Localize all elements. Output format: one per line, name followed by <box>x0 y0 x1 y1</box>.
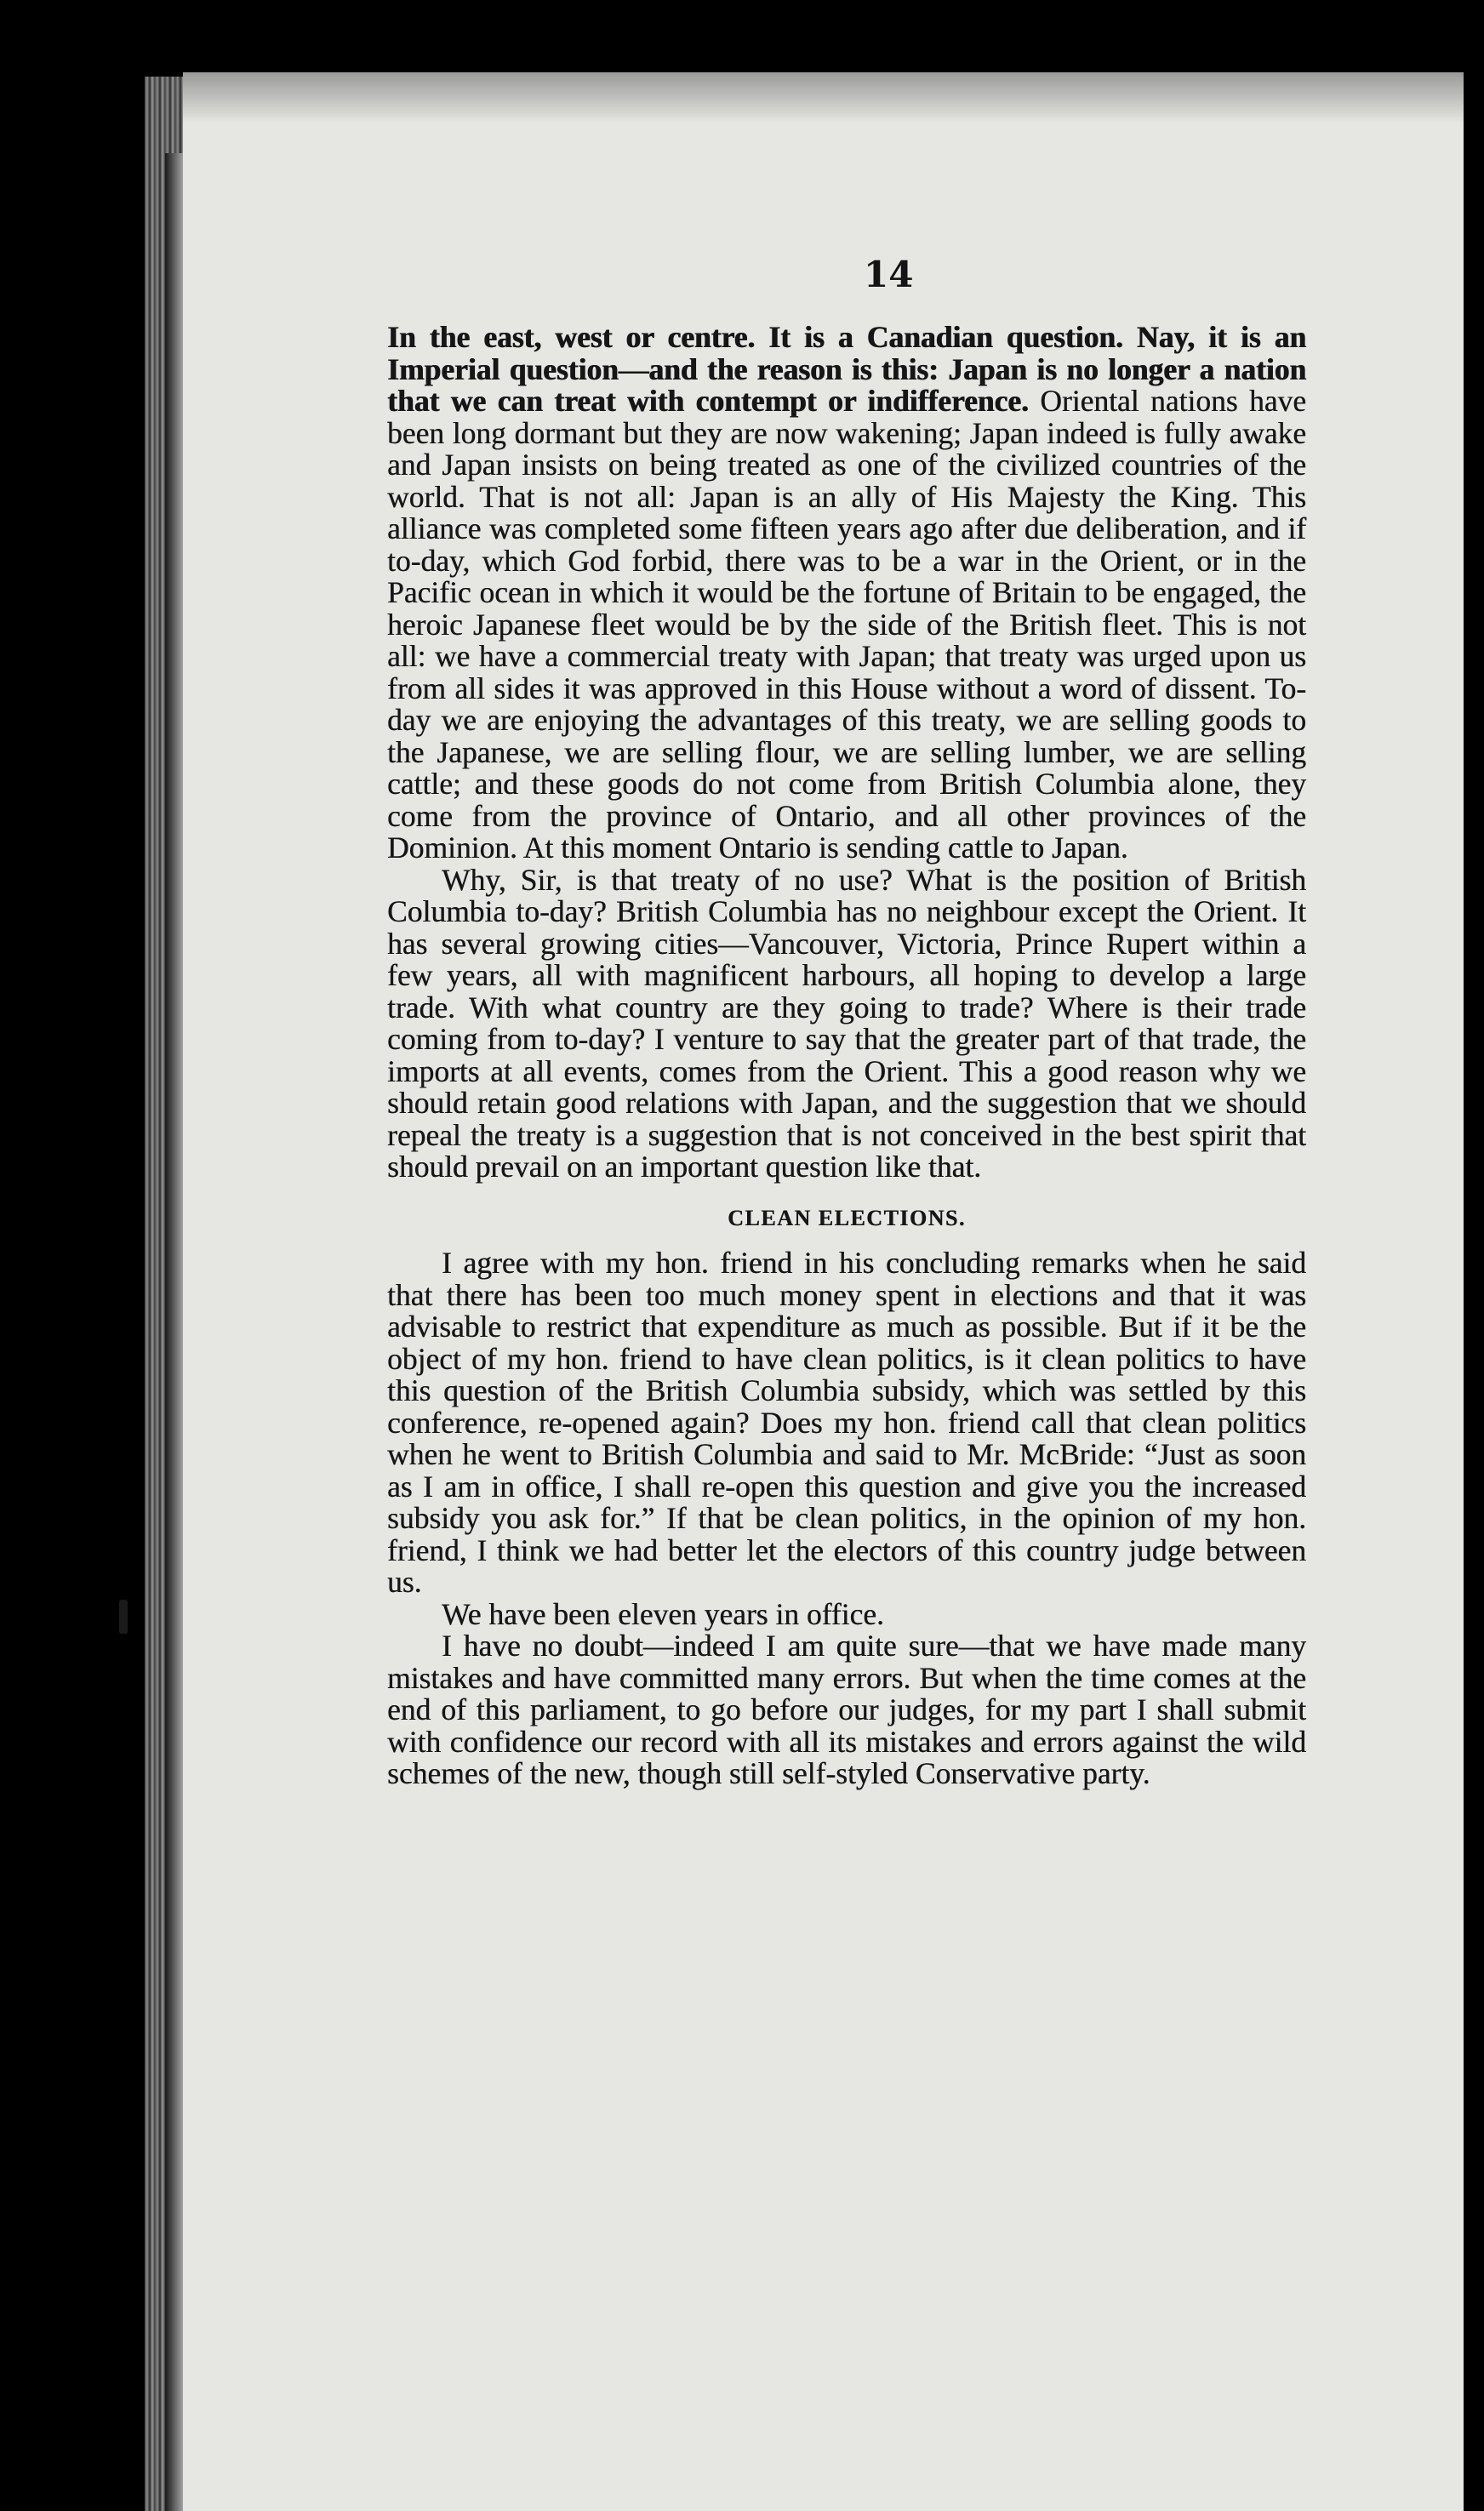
page-top-shadow <box>183 72 1464 123</box>
paragraph: I agree with my hon. friend in his concluding remarks when he said that there has been too much money spent in elections and that it was advisable to restrict that expenditure as much as possible. But if it be the object of my hon. friend to have clean politics, is it clean politics to have this question of the British Columbia subsidy, which was settled by this conference, re-opened again? Does my hon. friend call that clean politics when he went to British Columbia and said to Mr. McBride: “Just as soon as I am in office, I shall re-open this question and give you the increased subsidy you ask for.” If that be clean politics, in the opinion of my hon. friend, I think we had better let the electors of this country judge between us. <box>387 1246 1306 1599</box>
paragraph <box>387 322 1306 865</box>
scan-speck <box>119 1600 128 1634</box>
section-heading: CLEAN ELECTIONS. <box>728 1205 966 1230</box>
page-number: 14 <box>864 254 914 295</box>
scan-speck <box>1361 20 1368 28</box>
paragraph: We have been eleven years in office. <box>442 1596 884 1631</box>
paragraph: I have no doubt—indeed I am quite sure—that we have made many mistakes and have committed many errors. But when the time comes at the end of this parliament, to go before our judges, for my part I shall submit with confidence our record with all its mistakes and errors against the wild schemes of the new, though still self-styled Conservative party. <box>387 1629 1306 1790</box>
paragraph-lead: In the east, west or centre. It is a Canadian question. Nay, it is an Imperial question—and the reason is this: Japan is no longer a nation that we can treat with contempt or indifference. <box>387 320 1306 418</box>
page-body <box>387 322 1306 1790</box>
scan-speck <box>1355 10 1367 20</box>
paragraph-continuation: Oriental nations have been long dormant but they are now wakening; Japan indeed is fully awake and Japan insists on being treated as one of the civilized countries of the world. That is not all: Japan is an ally of His Majesty the King. This alliance was completed some fifteen years ago after due deliberation, and if to-day, which God forbid, there was to be a war in the Orient, or in the Pacific ocean in which it would be the fortune of Britain to be engaged, the heroic Japanese fleet would be by the side of the British fleet. This is not all: we have a commercial treaty with Japan; that treaty was urged upon us from all sides it was approved in this House without a word of dissent. To-day we are enjoying the advantages of this treaty, we are selling goods to the Japanese, we are selling flour, we are selling lumber, we are selling cattle; and these goods do not come from British Columbia alone, they come from the province of Ontario, and all other provinces of the Dominion. At this moment Ontario is sending cattle to Japan. <box>387 384 1307 865</box>
scan-right-edge <box>1464 77 1484 2511</box>
paragraph: Why, Sir, is that treaty of no use? What is the position of British Columbia to-day? British Columbia has no neighbour except the Orient. It has several growing cities—Vancouver, Victoria, Prince Rupert within a few years, all with magnificent harbours, all hoping to develop a large trade. With what country are they going to trade? Where is their trade coming from to-day? I venture to say that the greater part of that trade, the imports at all events, comes from the Orient. This a good reason why we should retain good relations with Japan, and the suggestion that we should repeal the treaty is a suggestion that is not conceived in the best spirit that should prevail on an important question like that. <box>387 862 1306 1184</box>
